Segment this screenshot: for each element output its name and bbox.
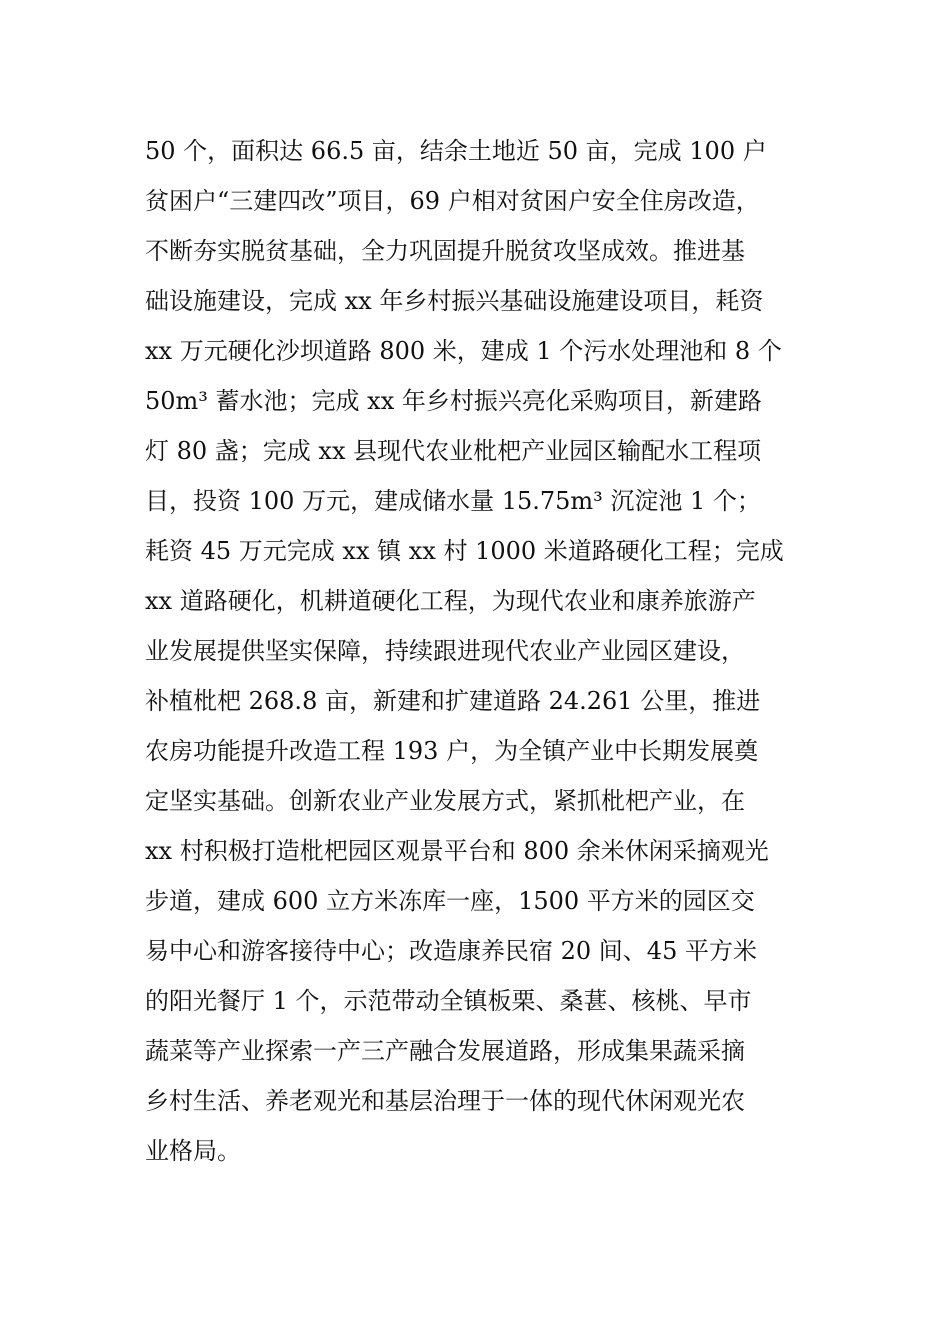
text-line: 补植枇杷 268.8 亩，新建和扩建道路 24.261 公里，推进 [145,687,761,715]
body-paragraph [145,126,825,1176]
text-line: 蔬菜等产业探索一产三产融合发展道路，形成集果蔬采摘 [145,1037,745,1065]
text-line: 定坚实基础。创新农业产业发展方式，紧抓枇杷产业，在 [145,787,745,815]
text-line: xx 村积极打造枇杷园区观景平台和 800 余米休闲采摘观光 [145,837,769,865]
text-line: 50 个，面积达 66.5 亩，结余土地近 50 亩，完成 100 户 [145,137,767,165]
text-line: 步道，建成 600 立方米冻库一座，1500 平方米的园区交 [145,887,755,915]
text-line: 础设施建设，完成 xx 年乡村振兴基础设施建设项目，耗资 [145,287,764,315]
text-line: 耗资 45 万元完成 xx 镇 xx 村 1000 米道路硬化工程；完成 [145,537,784,565]
text-line: 农房功能提升改造工程 193 户，为全镇产业中长期发展奠 [145,737,759,765]
text-line: 易中心和游客接待中心；改造康养民宿 20 间、45 平方米 [145,937,757,965]
text-line: xx 万元硬化沙坝道路 800 米，建成 1 个污水处理池和 8 个 [145,337,782,365]
text-line: 的阳光餐厅 1 个，示范带动全镇板栗、桑葚、核桃、早市 [145,987,752,1015]
text-line: 业发展提供坚实保障，持续跟进现代农业产业园区建设， [145,637,745,665]
text-line: 灯 80 盏；完成 xx 县现代农业枇杷产业园区输配水工程项 [145,437,762,465]
text-line: 乡村生活、养老观光和基层治理于一体的现代休闲观光农 [145,1087,745,1115]
text-line: 不断夯实脱贫基础，全力巩固提升脱贫攻坚成效。推进基 [145,237,745,265]
text-line: 目，投资 100 万元，建成储水量 15.75m³ 沉淀池 1 个； [145,487,761,515]
text-line: 业格局。 [145,1137,241,1165]
text-line: xx 道路硬化，机耕道硬化工程，为现代农业和康养旅游产 [145,587,756,615]
text-line: 贫困户“三建四改”项目，69 户相对贫困户安全住房改造， [145,187,760,215]
text-line: 50m³ 蓄水池；完成 xx 年乡村振兴亮化采购项目，新建路 [145,387,762,415]
